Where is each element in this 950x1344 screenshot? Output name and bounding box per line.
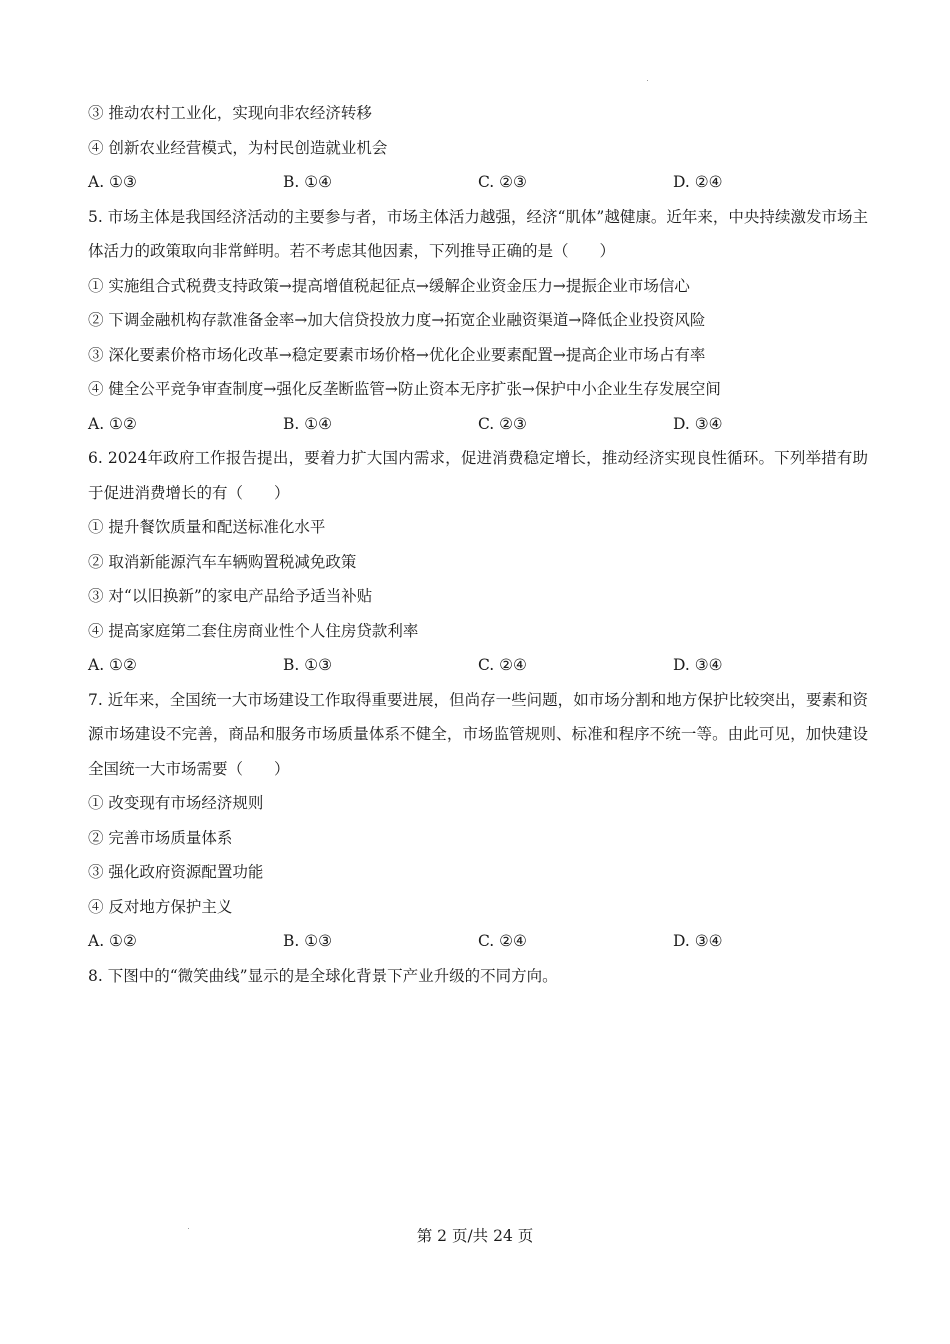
q4-option-c: C. ②③ [478, 173, 527, 191]
q5-option-b: B. ①④ [283, 414, 333, 433]
question-4-tail [88, 96, 868, 200]
q6-item-2: ② 取消新能源汽车车辆购置税减免政策 [88, 552, 357, 571]
q8-stem: 8. 下图中的“微笑曲线”显示的是全球化背景下产业升级的不同方向。 [88, 966, 558, 985]
q6-option-c: C. ②④ [478, 656, 527, 674]
question-7 [88, 683, 868, 959]
q4-item-4: ④ 创新农业经营模式，为村民创造就业机会 [88, 138, 388, 157]
q5-stem: 5. 市场主体是我国经济活动的主要参与者，市场主体活力越强，经济“肌体”越健康。近年来，中央持续激发市场主体活力的政策取向非常鲜明。若不考虑其他因素，下列推导正确的是（ ） [88, 207, 868, 260]
q6-stem: 6. 2024年政府工作报告提出，要着力扩大国内需求，促进消费稳定增长，推动经济实现良性循环。下列举措有助于促进消费增长的有（ ） [88, 449, 868, 502]
q4-option-d: D. ②④ [673, 173, 723, 191]
q7-options [88, 924, 868, 959]
q5-option-a: A. ①② [88, 414, 137, 433]
q7-item-3: ③ 强化政府资源配置功能 [88, 863, 264, 881]
q7-option-a: A. ①② [88, 932, 137, 950]
q7-item-4: ④ 反对地方保护主义 [88, 897, 233, 916]
q6-item-1: ① 提升餐饮质量和配送标准化水平 [88, 518, 326, 536]
q5-option-c: C. ②③ [478, 414, 527, 433]
q4-option-a: A. ①③ [88, 173, 137, 191]
q7-option-b: B. ①③ [283, 932, 333, 950]
q7-item-1: ① 改变现有市场经济规则 [88, 794, 264, 812]
document-page [88, 96, 868, 993]
q6-options [88, 648, 868, 683]
page-footer: 第 2 页/共 24 页 [416, 1227, 534, 1245]
question-5 [88, 200, 868, 442]
q4-option-b: B. ①④ [283, 173, 333, 191]
q5-item-4: ④ 健全公平竞争审查制度→强化反垄断监管→防止资本无序扩张→保护中小企业生存发展空间 [88, 380, 721, 398]
q7-stem: 7. 近年来，全国统一大市场建设工作取得重要进展，但尚存一些问题，如市场分割和地方保护比较突出，要素和资源市场建设不完善，商品和服务市场质量体系不健全，市场监管规则、标准和程序不统一等。由此可见，加快建设全国统一大市场需要（ ） [88, 690, 868, 778]
q4-item-3: ③ 推动农村工业化，实现向非农经济转移 [88, 104, 372, 122]
q6-option-b: B. ①③ [283, 656, 333, 674]
scan-dot [647, 80, 648, 81]
q7-option-d: D. ③④ [673, 932, 723, 950]
q6-item-4: ④ 提高家庭第二套住房商业性个人住房贷款利率 [88, 621, 419, 640]
q6-item-3: ③ 对“以旧换新”的家电产品给予适当补贴 [88, 587, 373, 605]
q7-option-c: C. ②④ [478, 932, 527, 950]
q5-item-3: ③ 深化要素价格市场化改革→稳定要素市场价格→优化企业要素配置→提高企业市场占有率 [88, 345, 706, 364]
q5-item-1: ① 实施组合式税费支持政策→提高增值税起征点→缓解企业资金压力→提振企业市场信心 [88, 276, 690, 295]
question-6 [88, 441, 868, 683]
q6-option-d: D. ③④ [673, 656, 723, 674]
q4-options [88, 165, 868, 200]
q5-item-2: ② 下调金融机构存款准备金率→加大信贷投放力度→拓宽企业融资渠道→降低企业投资风险 [88, 311, 706, 329]
q6-option-a: A. ①② [88, 656, 137, 674]
question-8 [88, 959, 868, 994]
q5-options [88, 407, 868, 442]
q5-option-d: D. ③④ [673, 414, 723, 433]
q7-item-2: ② 完善市场质量体系 [88, 828, 233, 847]
